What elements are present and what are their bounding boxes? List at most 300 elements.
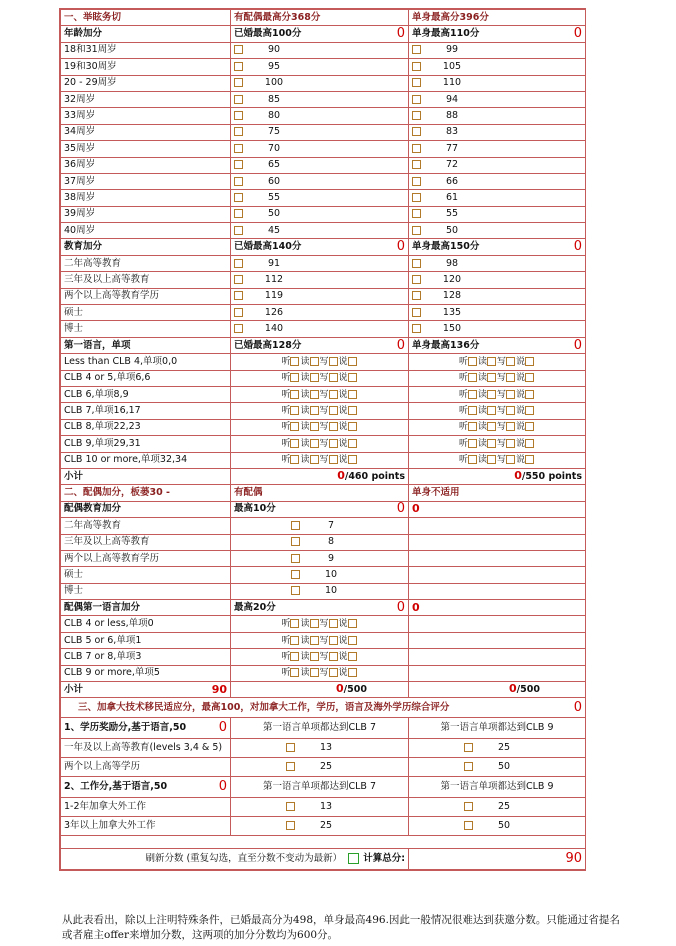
spouse-language-skills-skill-label: 听 (281, 668, 291, 679)
education-single-max-label: 单身最高150分 (412, 241, 480, 253)
age-married-value: 55 (267, 191, 281, 203)
work-bonus-clb9-checkbox[interactable] (464, 802, 473, 811)
spouse-language-skills-skill-checkbox[interactable] (329, 636, 338, 645)
spouse-language-skills-skill-label: 写 (319, 668, 329, 679)
age-married-checkbox[interactable] (234, 111, 243, 120)
age-single-checkbox[interactable] (412, 209, 421, 218)
age-married-value: 85 (267, 93, 281, 105)
spouse-education-value (231, 583, 409, 599)
education-married-checkbox[interactable] (234, 259, 243, 268)
age-single-value: 99 (445, 44, 459, 56)
study-bonus-clb9-checkbox[interactable] (464, 743, 473, 752)
language-married-skills-skill-checkbox[interactable] (310, 439, 319, 448)
spouse-language-skills-skill-checkbox[interactable] (310, 636, 319, 645)
language-married-skills-skill-checkbox[interactable] (348, 406, 357, 415)
age-married-value: 80 (267, 110, 281, 122)
education-married-max (231, 239, 409, 255)
spouse-education-value (231, 567, 409, 583)
age-single-checkbox[interactable] (412, 177, 421, 186)
language-single-skills-skill-checkbox[interactable] (468, 357, 477, 366)
spouse-language-skills-skill-checkbox[interactable] (290, 652, 299, 661)
age-single-max-label: 单身最高110分 (412, 28, 480, 40)
spouse-language-skills-skill-checkbox[interactable] (310, 668, 319, 677)
age-married-checkbox[interactable] (234, 177, 243, 186)
language-single-skills-skill-label: 说 (516, 356, 526, 367)
language-single-skills-skill-checkbox[interactable] (487, 455, 496, 464)
section-3-title (61, 698, 586, 718)
subtotal-2-married (231, 682, 409, 698)
language-married-skills-skill-checkbox[interactable] (348, 455, 357, 464)
language-single-skills-skill-label: 说 (516, 406, 526, 417)
age-single-value: 72 (445, 159, 459, 171)
language-single-skills-skill-checkbox[interactable] (468, 406, 477, 415)
spouse-language-skills-skill-checkbox[interactable] (329, 668, 338, 677)
work-bonus-clb9-value: 25 (497, 801, 511, 813)
total-left (61, 849, 409, 870)
work-bonus-title-text: 2、工作分,基于语言,50 (64, 781, 168, 793)
spouse-education-row (61, 567, 586, 583)
language-married-skills-skill-checkbox[interactable] (290, 390, 299, 399)
spouse-language-empty (409, 665, 586, 681)
language-married-skills-skill-checkbox[interactable] (348, 390, 357, 399)
spouse-language-skills-skill-checkbox[interactable] (310, 652, 319, 661)
education-row (61, 321, 586, 337)
spouse-language-empty (409, 632, 586, 648)
spouse-language-label (61, 632, 231, 648)
language-single-skills-skill-checkbox[interactable] (525, 455, 534, 464)
language-single-skills-skill-checkbox[interactable] (525, 390, 534, 399)
work-bonus-label (61, 798, 231, 817)
age-married-checkbox[interactable] (234, 62, 243, 71)
language-single-skills-skill-checkbox[interactable] (525, 439, 534, 448)
education-single-max (409, 239, 586, 255)
language-married-skills (231, 403, 409, 419)
spouse-education-checkbox[interactable] (291, 537, 300, 546)
study-bonus-clb9-checkbox[interactable] (464, 762, 473, 771)
education-row (61, 288, 586, 304)
age-label-text: 19和30周岁 (64, 60, 117, 72)
language-married-skills-skill-checkbox[interactable] (348, 422, 357, 431)
spouse-education-row (61, 583, 586, 599)
language-married-skills-skill-label: 读 (300, 373, 310, 384)
study-bonus-col-clb9-text: 第一语言单项都达到CLB 9 (440, 722, 554, 734)
age-married-checkbox[interactable] (234, 78, 243, 87)
study-bonus-clb7 (231, 739, 409, 758)
spouse-education-label (61, 583, 231, 599)
age-row (61, 124, 586, 140)
section-2-single-col (409, 485, 586, 501)
language-single-skills-skill-checkbox[interactable] (506, 390, 515, 399)
age-single-checkbox[interactable] (412, 78, 421, 87)
age-married-checkbox[interactable] (234, 127, 243, 136)
age-married-max (231, 26, 409, 42)
spouse-education-value (231, 518, 409, 534)
language-single-skills-skill-checkbox[interactable] (506, 406, 515, 415)
education-married-value: 119 (264, 290, 284, 302)
spouse-language-skills (231, 649, 409, 665)
study-bonus-clb7 (231, 758, 409, 777)
age-single (409, 75, 586, 91)
spouse-education-checkbox[interactable] (291, 570, 300, 579)
spouse-language-label (61, 649, 231, 665)
age-row (61, 141, 586, 157)
education-married (231, 305, 409, 321)
language-married-skills-skill-checkbox[interactable] (290, 373, 299, 382)
subtotal-1-married (231, 468, 409, 484)
age-single-checkbox[interactable] (412, 193, 421, 202)
language-single-skills-skill-checkbox[interactable] (506, 439, 515, 448)
spouse-language-skills-skill-label: 听 (281, 651, 291, 662)
work-bonus-col-clb9 (409, 777, 586, 798)
subtotal-1 (61, 468, 586, 484)
language-single-skills-skill-label: 听 (458, 389, 468, 400)
age-row (61, 206, 586, 222)
language-row (61, 436, 586, 452)
section-1-title-text: 一、举眩务切 (64, 11, 122, 23)
footnote-text: 从此表看出，除以上注明特殊条件，已婚最高分为498，单身最高496.因此一般情况很难达到获邀分数。只能通过省提名或者雇主offer来增加分数，这两项的加分分数均为600分。 (62, 914, 620, 941)
spouse-education-value-text: 10 (324, 568, 338, 580)
age-header (61, 26, 586, 42)
spouse-language-skills (231, 665, 409, 681)
age-single-checkbox[interactable] (412, 226, 421, 235)
spouse-education-checkbox[interactable] (291, 586, 300, 595)
language-single-skills-skill-checkbox[interactable] (468, 373, 477, 382)
language-married-skills-skill-checkbox[interactable] (329, 422, 338, 431)
work-bonus-clb9 (409, 798, 586, 817)
language-married-skills-skill-checkbox[interactable] (329, 373, 338, 382)
language-single-skills-skill-label: 读 (477, 406, 487, 417)
spouse-education-row (61, 518, 586, 534)
age-married-checkbox[interactable] (234, 144, 243, 153)
spouse-language-skills (231, 616, 409, 632)
study-bonus-label-text: 一年及以上高等教育(levels 3,4 & 5) (64, 742, 223, 754)
age-married-checkbox[interactable] (234, 95, 243, 104)
language-married-skills (231, 354, 409, 370)
spouse-education-header (61, 501, 586, 517)
language-married-max-label: 已婚最高128分 (234, 339, 302, 351)
spouse-language-skills-skill-checkbox[interactable] (329, 652, 338, 661)
language-married-skills-skill-label: 读 (300, 356, 310, 367)
age-label-text: 35周岁 (64, 142, 96, 154)
language-married-skills-skill-checkbox[interactable] (310, 422, 319, 431)
language-married-skills (231, 370, 409, 386)
language-single-max-label: 单身最高136分 (412, 339, 480, 351)
age-single-value: 88 (445, 110, 459, 122)
language-married-skills-skill-checkbox[interactable] (290, 406, 299, 415)
language-single-skills-skill-checkbox[interactable] (468, 455, 477, 464)
age-married-checkbox[interactable] (234, 160, 243, 169)
work-bonus-col-clb7 (231, 777, 409, 798)
education-single-value: 150 (442, 323, 462, 335)
education-label (61, 321, 231, 337)
language-married-skills-skill-checkbox[interactable] (310, 357, 319, 366)
total-label: 计算总分: (363, 853, 405, 865)
refresh-checkbox[interactable] (348, 853, 359, 864)
age-single-checkbox[interactable] (412, 62, 421, 71)
spouse-language-label-text: CLB 4 or less,单项0 (64, 618, 154, 630)
age-married-checkbox[interactable] (234, 209, 243, 218)
language-single-skills-skill-checkbox[interactable] (487, 406, 496, 415)
subtotal-2-married-score: 0 (336, 682, 344, 696)
work-bonus-row (61, 817, 586, 836)
language-single-skills-skill-checkbox[interactable] (506, 373, 515, 382)
education-row (61, 272, 586, 288)
spouse-language-skills-skill-label: 写 (319, 651, 329, 662)
age-label (61, 173, 231, 189)
education-single-value: 135 (442, 306, 462, 318)
education-label (61, 288, 231, 304)
language-single-skills-skill-label: 写 (497, 422, 507, 433)
study-bonus-label-text: 两个以上高等学历 (64, 761, 141, 773)
language-married-skills-skill-checkbox[interactable] (290, 455, 299, 464)
age-single-value: 55 (445, 208, 459, 220)
language-single-skills-skill-checkbox[interactable] (468, 390, 477, 399)
spacer-row (61, 836, 586, 849)
education-married-max-label: 已婚最高140分 (234, 241, 302, 253)
spouse-education-row (61, 534, 586, 550)
spouse-education-checkbox[interactable] (291, 521, 300, 530)
age-single (409, 59, 586, 75)
work-bonus-clb7-checkbox[interactable] (286, 802, 295, 811)
age-label-text: 40周岁 (64, 224, 96, 236)
subtotal-2-label (61, 682, 231, 698)
age-single (409, 206, 586, 222)
spouse-language-max-label: 最高20分 (234, 601, 276, 613)
study-bonus-label (61, 739, 231, 758)
education-married-checkbox[interactable] (234, 324, 243, 333)
language-single-skills-skill-checkbox[interactable] (487, 390, 496, 399)
age-married-value: 50 (267, 208, 281, 220)
spouse-education-label-text: 两个以上高等教育学历 (64, 552, 160, 564)
age-single-checkbox[interactable] (412, 144, 421, 153)
language-single-skills (409, 354, 586, 370)
language-single-skills-skill-checkbox[interactable] (506, 357, 515, 366)
age-single-checkbox[interactable] (412, 111, 421, 120)
language-married-skills-skill-checkbox[interactable] (310, 406, 319, 415)
education-single-checkbox[interactable] (412, 275, 421, 284)
age-label-text: 33周岁 (64, 110, 96, 122)
spouse-language-skills-skill-checkbox[interactable] (348, 652, 357, 661)
language-single-skills-skill-checkbox[interactable] (506, 455, 515, 464)
language-single-skills-skill-label: 听 (458, 455, 468, 466)
language-married-skills-skill-checkbox[interactable] (329, 455, 338, 464)
language-single-skills-skill-label: 听 (458, 406, 468, 417)
study-bonus-score: 0 (218, 720, 227, 736)
study-bonus-title (61, 718, 231, 739)
language-single-skills-skill-checkbox[interactable] (468, 422, 477, 431)
language-married-skills-skill-label: 说 (338, 406, 348, 417)
study-bonus-clb7-checkbox[interactable] (286, 743, 295, 752)
language-married-skills-skill-label: 读 (300, 455, 310, 466)
education-single-checkbox[interactable] (412, 308, 421, 317)
education-single-value: 98 (445, 257, 459, 269)
age-married (231, 173, 409, 189)
education-single-checkbox[interactable] (412, 291, 421, 300)
education-married-checkbox[interactable] (234, 308, 243, 317)
work-bonus-clb7-checkbox[interactable] (286, 821, 295, 830)
total-value-text: 90 (565, 850, 582, 866)
language-label-text: CLB 9,单项29,31 (64, 437, 141, 449)
spouse-education-value-text: 10 (324, 585, 338, 597)
study-bonus-clb7-checkbox[interactable] (286, 762, 295, 771)
language-married-skills-skill-label: 读 (300, 406, 310, 417)
spouse-language-skills-skill-checkbox[interactable] (290, 668, 299, 677)
education-single (409, 255, 586, 271)
education-single-value: 128 (442, 290, 462, 302)
spouse-education-max-score: 0 (396, 501, 405, 517)
language-married-skills-skill-checkbox[interactable] (290, 422, 299, 431)
age-married-checkbox[interactable] (234, 193, 243, 202)
education-single (409, 272, 586, 288)
language-single-skills-skill-label: 说 (516, 389, 526, 400)
education-married-value: 126 (264, 306, 284, 318)
section-3-title-text: 三、加拿大技术移民适应分，最高100，对加拿大工作，学历，语言及海外学历综合评分 (78, 701, 450, 713)
work-bonus-clb9-checkbox[interactable] (464, 821, 473, 830)
education-label-text: 博士 (64, 323, 84, 335)
language-married-skills-skill-checkbox[interactable] (329, 439, 338, 448)
age-married-max-score: 0 (396, 26, 405, 42)
language-single-skills-skill-checkbox[interactable] (487, 357, 496, 366)
study-bonus-row (61, 758, 586, 777)
language-single-skills-skill-checkbox[interactable] (487, 439, 496, 448)
spouse-language-skills-skill-checkbox[interactable] (310, 619, 319, 628)
spouse-language-skills-skill-checkbox[interactable] (329, 619, 338, 628)
study-bonus-clb9 (409, 739, 586, 758)
spouse-language-label (61, 616, 231, 632)
work-bonus-label-text: 3年以上加拿大外工作 (64, 820, 156, 832)
age-married-value: 65 (267, 159, 281, 171)
education-single-checkbox[interactable] (412, 324, 421, 333)
section-2-header (61, 485, 586, 501)
age-married-checkbox[interactable] (234, 226, 243, 235)
spouse-education-empty (409, 550, 586, 566)
language-label (61, 370, 231, 386)
language-single-skills-skill-checkbox[interactable] (525, 406, 534, 415)
language-married-skills-skill-label: 写 (319, 455, 329, 466)
language-married-skills-skill-label: 听 (281, 373, 291, 384)
language-row (61, 452, 586, 468)
language-married-skills-skill-checkbox[interactable] (348, 373, 357, 382)
education-single-checkbox[interactable] (412, 259, 421, 268)
spouse-education-label (61, 534, 231, 550)
spouse-language-skills-skill-label: 读 (300, 668, 310, 679)
spouse-education-title (61, 501, 231, 517)
spouse-education-value (231, 534, 409, 550)
spouse-language-skills-skill-checkbox[interactable] (290, 636, 299, 645)
section-2-married-text: 有配偶 (234, 487, 263, 499)
education-married-checkbox[interactable] (234, 291, 243, 300)
language-single-skills-skill-label: 听 (458, 356, 468, 367)
language-row (61, 386, 586, 402)
language-single-skills-skill-label: 读 (477, 438, 487, 449)
spouse-education-label-text: 硕士 (64, 568, 84, 580)
age-single-checkbox[interactable] (412, 95, 421, 104)
language-married-skills-skill-label: 说 (338, 455, 348, 466)
spouse-language-skills-skill-checkbox[interactable] (348, 619, 357, 628)
language-single-skills-skill-checkbox[interactable] (487, 422, 496, 431)
language-label (61, 436, 231, 452)
age-married (231, 157, 409, 173)
language-married-skills-skill-checkbox[interactable] (329, 390, 338, 399)
language-married-skills-skill-label: 听 (281, 455, 291, 466)
language-married-skills-skill-checkbox[interactable] (290, 439, 299, 448)
spouse-language-skills-skill-checkbox[interactable] (348, 636, 357, 645)
language-married-max (231, 337, 409, 353)
language-married-skills-skill-checkbox[interactable] (310, 455, 319, 464)
spouse-education-value-text: 9 (327, 552, 335, 564)
spouse-education-label-text: 博士 (64, 585, 84, 597)
language-single-skills-skill-label: 听 (458, 373, 468, 384)
language-single-skills-skill-checkbox[interactable] (487, 373, 496, 382)
age-married-value: 95 (267, 60, 281, 72)
subtotal-1-single-suffix: /550 points (521, 471, 582, 483)
language-married-skills-skill-checkbox[interactable] (310, 373, 319, 382)
age-married-value: 60 (267, 175, 281, 187)
spouse-language-skills-skill-checkbox[interactable] (290, 619, 299, 628)
language-married-skills-skill-checkbox[interactable] (348, 357, 357, 366)
language-married-skills (231, 452, 409, 468)
spouse-education-title-text: 配偶教育加分 (64, 503, 122, 515)
age-single-checkbox[interactable] (412, 160, 421, 169)
language-single-skills-skill-checkbox[interactable] (468, 439, 477, 448)
subtotal-1-label-text: 小计 (64, 470, 84, 482)
education-married (231, 272, 409, 288)
language-label-text: CLB 6,单项8,9 (64, 388, 129, 400)
age-single-max (409, 26, 586, 42)
language-married-skills-skill-label: 读 (300, 389, 310, 400)
education-title (61, 239, 231, 255)
study-bonus-title-text: 1、学历奖励分,基于语言,50 (64, 722, 187, 734)
age-label (61, 42, 231, 58)
age-married-value: 75 (267, 126, 281, 138)
work-bonus-label (61, 817, 231, 836)
language-single-skills-skill-checkbox[interactable] (525, 373, 534, 382)
spouse-language-row (61, 665, 586, 681)
work-bonus-col-clb7-text: 第一语言单项都达到CLB 7 (262, 781, 376, 793)
study-bonus-col-clb7-text: 第一语言单项都达到CLB 7 (262, 722, 376, 734)
age-married-checkbox[interactable] (234, 45, 243, 54)
language-married-skills-skill-checkbox[interactable] (329, 406, 338, 415)
work-bonus-clb7-value: 25 (319, 820, 333, 832)
language-single-skills-skill-checkbox[interactable] (525, 422, 534, 431)
language-married-skills-skill-checkbox[interactable] (310, 390, 319, 399)
age-single-checkbox[interactable] (412, 45, 421, 54)
age-single-checkbox[interactable] (412, 127, 421, 136)
education-label (61, 272, 231, 288)
education-married-checkbox[interactable] (234, 275, 243, 284)
language-single-skills (409, 386, 586, 402)
spouse-language-skills-skill-checkbox[interactable] (348, 668, 357, 677)
spouse-education-empty (409, 518, 586, 534)
spouse-education-value-text: 7 (327, 519, 335, 531)
language-married-skills-skill-label: 读 (300, 438, 310, 449)
language-single-skills-skill-checkbox[interactable] (525, 357, 534, 366)
language-married-skills-skill-checkbox[interactable] (329, 357, 338, 366)
language-married-skills-skill-checkbox[interactable] (348, 439, 357, 448)
spouse-language-skills-skill-label: 听 (281, 635, 291, 646)
language-married-skills-skill-checkbox[interactable] (290, 357, 299, 366)
language-single-skills-skill-label: 说 (516, 422, 526, 433)
spouse-education-max-label: 最高10分 (234, 503, 276, 515)
language-row (61, 370, 586, 386)
section-3-score: 0 (573, 699, 582, 715)
age-label-text: 32周岁 (64, 93, 96, 105)
spouse-education-checkbox[interactable] (291, 554, 300, 563)
work-bonus-label-text: 1-2年加拿大外工作 (64, 801, 147, 813)
language-single-skills-skill-checkbox[interactable] (506, 422, 515, 431)
education-married-value: 91 (267, 257, 281, 269)
language-married-skills-skill-label: 说 (338, 438, 348, 449)
